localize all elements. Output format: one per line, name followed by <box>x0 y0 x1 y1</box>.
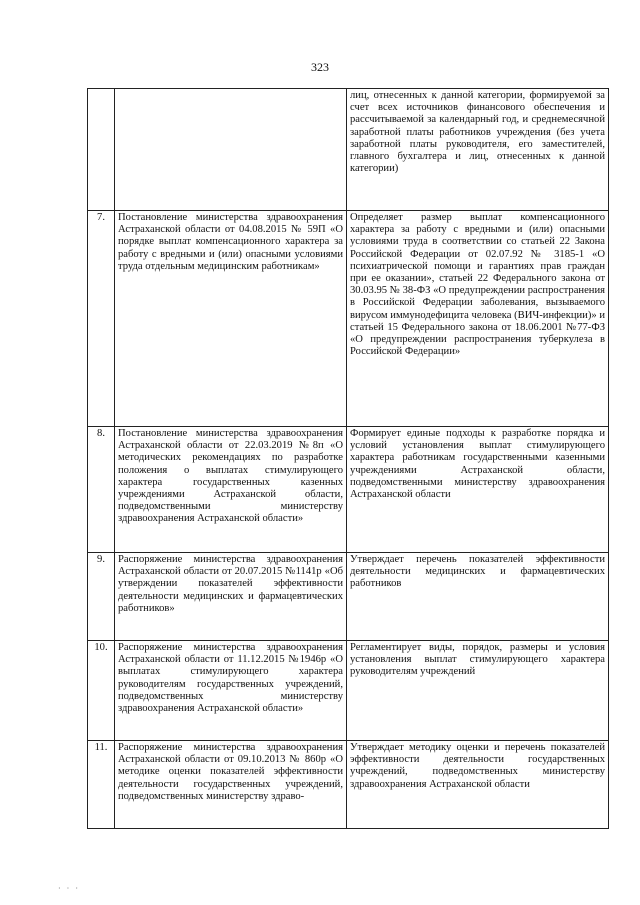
regulation-title: Распоряжение министерства здравоохранения Астраханской области от 11.12.2015 №1946р «О выплатах стимулирующего характера руководителям государственных учреждений, подведомственных министерству здравоохранения Астраханской области» <box>115 641 347 741</box>
table-row <box>88 553 609 641</box>
regulation-description: Формирует единые подходы к разработке порядка и условий установления выплат стимулирующего характера работникам государственными казенными учреждениями Астраханской области, подведомственными министерству здравоохранения Астраханской области <box>347 427 609 553</box>
row-number: 7. <box>88 211 115 427</box>
table-row <box>88 89 609 211</box>
regulation-description: лиц, отнесенных к данной категории, формируемой за счет всех источников финансового обеспечения и рассчитываемой за календарный год, и среднемесячной заработной платы работников учреждения (без учета заработной платы руководителя, его заместителей, главного бухгалтера и лиц, отнесенных к данной категории) <box>347 89 609 211</box>
regulation-title: Постановление министерства здравоохранения Астраханской области от 04.08.2015 № 59П «О порядке выплат компенсационного характера за работу с вредными и (или) опасными условиями труда отдельным медицинским работникам» <box>115 211 347 427</box>
row-number: 11. <box>88 741 115 829</box>
table-row <box>88 427 609 553</box>
scan-artifact: · · · <box>58 884 80 893</box>
regulations-table <box>87 88 609 829</box>
row-number: 10. <box>88 641 115 741</box>
regulation-description: Утверждает методику оценки и перечень показателей эффективности деятельности государственных учреждений, подведомственных министерству здравоохранения Астраханской области <box>347 741 609 829</box>
row-number <box>88 89 115 211</box>
page-number: 323 <box>311 60 329 74</box>
table-row <box>88 641 609 741</box>
table-row <box>88 211 609 427</box>
regulation-description: Утверждает перечень показателей эффективности деятельности медицинских и фармацевтических работников <box>347 553 609 641</box>
row-number: 8. <box>88 427 115 553</box>
regulation-title: Постановление министерства здравоохранения Астраханской области от 22.03.2019 №8п «О методических рекомендациях по разработке положения о выплатах стимулирующего характера государственных казенных учреждениями Астраханской области, подведомственными министерству здравоохранения Астраханской области» <box>115 427 347 553</box>
regulation-description: Определяет размер выплат компенсационного характера за работу с вредными и (или) опасными условиями труда в соответствии со статьей 22 Закона Российской Федерации от 02.07.92 № 3185-1 «О психиатрической помощи и гарантиях прав граждан при ее оказании», статьей 22 Федерального закона от 30.03.95 № 38-ФЗ «О предупреждении распространения в Российской Федерации заболевания, вызываемого вирусом иммунодефицита человека (ВИЧ-инфекции)» и статьей 15 Федерального закона от 18.06.2001 №77-ФЗ «О предупреждении распространения туберкулеза в Российской Федерации» <box>347 211 609 427</box>
regulation-title <box>115 89 347 211</box>
regulation-title: Распоряжение министерства здравоохранения Астраханской области от 09.10.2013 № 860р «О методике оценки показателей эффективности деятельности государственных учреждений, подведомственных министерству здраво- <box>115 741 347 829</box>
regulation-description: Регламентирует виды, порядок, размеры и условия установления выплат стимулирующего характера руководителям учреждений <box>347 641 609 741</box>
row-number: 9. <box>88 553 115 641</box>
table-row <box>88 741 609 829</box>
regulation-title: Распоряжение министерства здравоохранения Астраханской области от 20.07.2015 №1141р «Об утверждении показателей эффективности деятельности медицинских и фармацевтических работников» <box>115 553 347 641</box>
